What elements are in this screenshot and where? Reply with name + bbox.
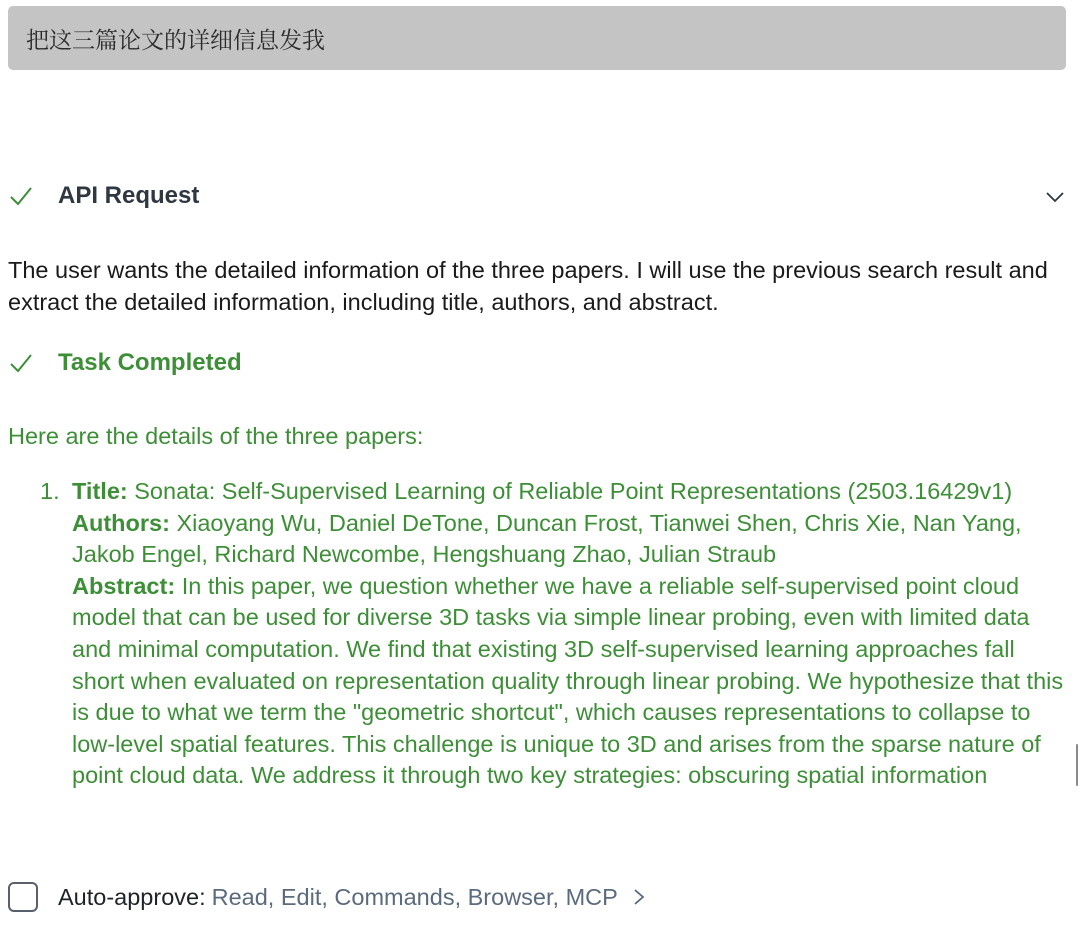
user-message-bubble [8, 6, 1066, 70]
paper-authors: Xiaoyang Wu, Daniel DeTone, Duncan Frost, Tianwei Shen, Chris Xie, Nan Yang, Jakob Engel, Richard Newcombe, Hengshuang Zhao, Julian Straub [72, 509, 1022, 568]
paper-list [8, 476, 1070, 792]
user-message-text: 把这三篇论文的详细信息发我 [26, 27, 325, 54]
paper-authors-label: Authors: [72, 509, 170, 536]
auto-approve-checkbox[interactable] [8, 882, 38, 912]
paper-title-label: Title: [72, 478, 128, 504]
api-request-header[interactable] [8, 182, 1066, 210]
paper-abstract: In this paper, we question whether we have a reliable self-supervised point cloud model that can be used for diverse 3D tasks via simple linear probing, even with limited data and minimal computation. We find that existing 3D self-supervised learning approaches fall short when evaluated on representation quality through linear probing. We hypothesize that this is due to what we term the "geometric shortcut", which causes representations to collapse to low-level spatial features. This challenge is unique to 3D and arises from the sparse nature of point cloud data. We address it through two key strategies: obscuring spatial information [72, 572, 1064, 789]
auto-approve-bar[interactable] [8, 882, 646, 912]
auto-approve-label: Auto-approve: [58, 883, 206, 910]
list-item-number: 1. [40, 478, 60, 504]
chevron-down-icon[interactable] [1044, 186, 1066, 208]
check-icon [8, 350, 34, 376]
check-icon [8, 183, 34, 209]
list-item [8, 476, 1070, 792]
paper-title: Sonata: Self-Supervised Learning of Reliable Point Representations (2503.16429v1) [134, 478, 1013, 504]
task-result-scroll-area[interactable] [0, 476, 1080, 856]
task-result-intro: Here are the details of the three papers: [8, 423, 424, 449]
task-completed-title: Task Completed [58, 349, 242, 376]
paper-abstract-label: Abstract: [72, 572, 176, 599]
scrollbar-thumb[interactable] [1076, 744, 1078, 786]
chevron-right-icon[interactable] [632, 888, 646, 906]
task-completed-header [8, 349, 242, 377]
assistant-reasoning-text: The user wants the detailed information of the three papers. I will use the previous search result and extract the detailed information, including title, authors, and abstract. [8, 257, 1048, 315]
auto-approve-tools[interactable]: Read, Edit, Commands, Browser, MCP [211, 883, 618, 910]
api-request-title: API Request [58, 182, 200, 209]
